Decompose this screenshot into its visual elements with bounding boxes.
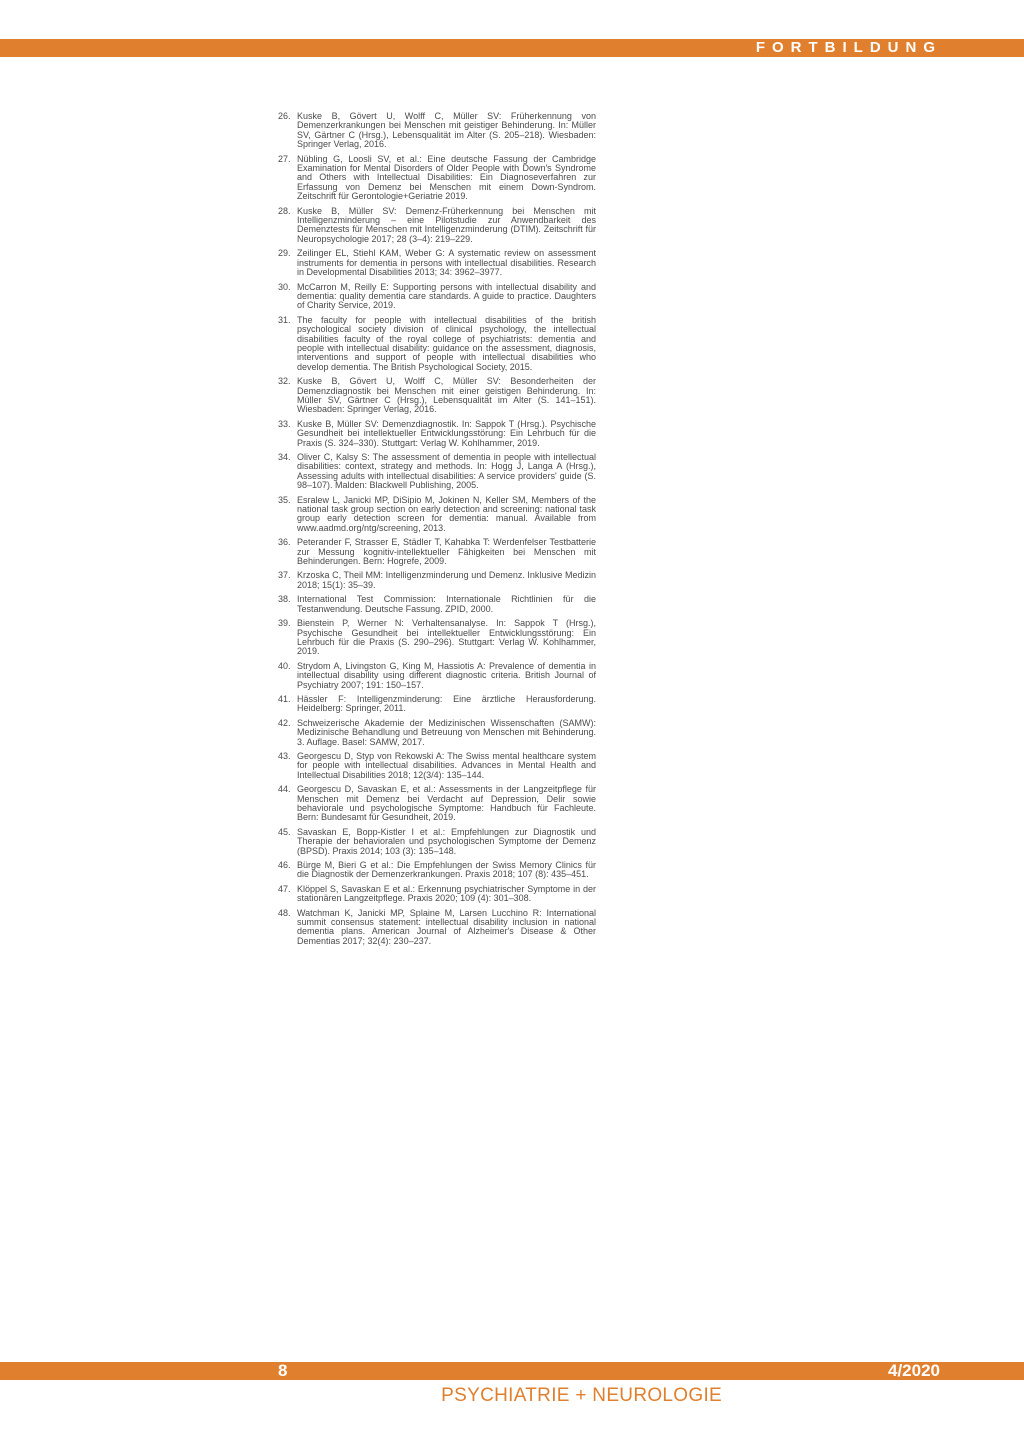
reference-text: McCarron M, Reilly E: Supporting persons with intellectual disability and dementia: quality dementia care standards. A guide to practice. Daughters of Charity Service, 2019. xyxy=(297,281,596,311)
reference-number: 27. xyxy=(278,153,291,164)
reference-number: 44. xyxy=(278,784,291,795)
reference-number: 47. xyxy=(278,883,291,894)
reference-number: 48. xyxy=(278,907,291,918)
reference-item xyxy=(278,695,596,714)
reference-text: Strydom A, Livingston G, King M, Hassiotis A: Prevalence of dementia in intellectual disability using different diagnostic criteria. British Journal of Psychiatry 2007; 191: 150–157. xyxy=(297,660,596,690)
reference-number: 39. xyxy=(278,618,291,629)
reference-item xyxy=(278,538,596,566)
reference-text: Watchman K, Janicki MP, Splaine M, Larsen Lucchino R: International summit consensus statement: intellectual disability inclusion in national dementia plans. American Journal of Alzheimer's Disease & Other Dementias 2017; 32(4): 230–237. xyxy=(297,907,596,946)
reference-number: 28. xyxy=(278,205,291,216)
reference-text: Hässler F: Intelligenzminderung: Eine ärztliche Herausforderung. Heidelberg: Springer, 2011. xyxy=(297,693,596,714)
section-label: FORTBILDUNG xyxy=(755,39,942,56)
reference-text: The faculty for people with intellectual disabilities of the british psychological society division of clinical psychology, the intellectual disabilities faculty of the royal college of psychiatrists: dementia and people with intellectual disability: guidance on the assessment, diagnosis, interventions and support of people with intellectual disabilities who develop dementia. The British Psychological Society, 2015. xyxy=(297,314,596,372)
reference-text: Esralew L, Janicki MP, DiSipio M, Jokinen N, Keller SM, Members of the national task group section on early detection and screening: national task group early detection screen for dementia: manual. Available from www.aadmd.org/ntg/screening, 2013. xyxy=(297,494,596,533)
reference-number: 38. xyxy=(278,594,291,605)
page-number: 8 xyxy=(278,1361,288,1380)
reference-number: 34. xyxy=(278,452,291,462)
footer-band xyxy=(0,1362,1024,1380)
reference-number: 32. xyxy=(278,376,291,387)
reference-text: Nübling G, Loosli SV, et al.: Eine deutsche Fassung der Cambridge Examination for Mental Disorders of Older People with Down's Syndrome and Others with Intellectual Disabilities: Ein Diagnoseverfahren zur Erfassung von Demenz bei Menschen mit einem Down-Syndrom. Zeitschrift für Gerontologie+Geriatrie 2019. xyxy=(297,153,596,202)
reference-text: Zeilinger EL, Stiehl KAM, Weber G: A systematic review on assessment instruments for dementia in persons with intellectual disabilities. Research in Developmental Disabilities 2013; 34: 3962–3977. xyxy=(297,248,596,278)
reference-text: Kuske B, Gövert U, Wolff C, Müller SV: Früherkennung von Demenzerkrankungen bei Menschen mit geistiger Behinderung. In: Müller SV, Gärtner C (Hrsg.), Lebensqualität im Alter (S. 205–218). Wiesbaden: Springer Verlag, 2016. xyxy=(297,111,596,150)
reference-text: Krzoska C, Theil MM: Intelligenzminderung und Demenz. Inklusive Medizin 2018; 15(1): 35–39. xyxy=(297,570,596,590)
reference-item xyxy=(278,571,596,590)
reference-number: 42. xyxy=(278,717,291,728)
reference-item xyxy=(278,909,596,947)
reference-number: 46. xyxy=(278,860,291,871)
reference-item xyxy=(278,662,596,690)
reference-text: Kuske B, Müller SV: Demenz-Früherkennung bei Menschen mit Intelligenzminderung – eine Pilotstudie zur Anwendbarkeit des Demenztests für Menschen mit Intelligenzminderung (DTIM). Zeitschrift für Neuropsychologie 2017; 28 (3–4): 219–229. xyxy=(297,205,596,244)
reference-text: Klöppel S, Savaskan E et al.: Erkennung psychiatrischer Symptome in der stationären Langzeitpflege. Praxis 2020; 109 (4): 301–308. xyxy=(297,883,596,904)
reference-item xyxy=(278,719,596,747)
reference-item xyxy=(278,861,596,880)
reference-text: Savaskan E, Bopp-Kistler I et al.: Empfehlungen zur Diagnostik und Therapie der behavioralen und psychologischen Symptome der Demenz (BPSD). Praxis 2014; 103 (3): 135–148. xyxy=(297,826,596,856)
reference-item xyxy=(278,155,596,202)
reference-number: 31. xyxy=(278,314,291,325)
reference-item xyxy=(278,207,596,245)
issue-number: 4/2020 xyxy=(888,1361,940,1380)
reference-text: Georgescu D, Styp von Rekowski A: The Swiss mental healthcare system for people with intellectual disabilities. Advances in Mental Health and Intellectual Disabilities 2018; 12(3/4): 135–144. xyxy=(297,750,596,780)
journal-title: PSYCHIATRIE + NEUROLOGIE xyxy=(441,1385,722,1406)
reference-item xyxy=(278,283,596,311)
reference-number: 29. xyxy=(278,248,291,259)
reference-item xyxy=(278,885,596,904)
reference-text: Schweizerische Akademie der Medizinischen Wissenschaften (SAMW): Medizinische Behandlung und Betreuung von Menschen mit Behinderung. 3. Auflage. Basel: SAMW, 2017. xyxy=(297,717,596,747)
reference-text: Bürge M, Bieri G et al.: Die Empfehlungen der Swiss Memory Clinics für die Diagnostik der Demenzerkrankungen. Praxis 2018; 107 (8): 435–451. xyxy=(297,860,596,880)
reference-number: 45. xyxy=(278,826,291,837)
reference-number: 40. xyxy=(278,660,291,671)
reference-number: 43. xyxy=(278,750,291,761)
reference-number: 35. xyxy=(278,494,291,505)
reference-number: 41. xyxy=(278,693,291,704)
reference-item xyxy=(278,453,596,491)
reference-text: Peterander F, Strasser E, Städler T, Kahabka T: Werdenfelser Testbatterie zur Messung kognitiv-intellektueller Fähigkeiten bei Menschen mit Behinderungen. Bern: Hogrefe, 2009. xyxy=(297,537,596,567)
reference-text: Kuske B, Gövert U, Wolff C, Müller SV: Besonderheiten der Demenzdiagnostik bei Menschen mit einer geistigen Behinderung. In: Müller SV, Gärtner C (Hrsg.), Lebensqualität im Alter (S. 141–151). Wiesbaden: Springer Verlag, 2016. xyxy=(297,376,596,415)
reference-number: 37. xyxy=(278,570,291,581)
reference-number: 30. xyxy=(278,281,291,292)
reference-item xyxy=(278,112,596,150)
reference-number: 33. xyxy=(278,418,291,429)
reference-item xyxy=(278,496,596,534)
reference-item xyxy=(278,249,596,277)
reference-number: 26. xyxy=(278,111,291,121)
reference-text: Bienstein P, Werner N: Verhaltensanalyse. In: Sappok T (Hrsg.), Psychische Gesundheit bei intellektueller Entwicklungsstörung: Ein Lehrbuch für die Praxis (S. 290–296). Stuttgart: Verlag W. Kohlhammer, 2019. xyxy=(297,618,596,657)
reference-text: Kuske B, Müller SV: Demenzdiagnostik. In: Sappok T (Hrsg.). Psychische Gesundheit bei intellektueller Entwicklungsstörung: Ein Lehrbuch für die Praxis (S. 324–330). Stuttgart: Verlag W. Kohlhammer, 2019. xyxy=(297,418,596,448)
reference-item xyxy=(278,619,596,657)
reference-item xyxy=(278,316,596,372)
reference-item xyxy=(278,377,596,415)
reference-text: Georgescu D, Savaskan E, et al.: Assessments in der Langzeitpflege für Menschen mit Demenz bei Verdacht auf Depression, Delir sowie behaviorale und psychologische Symptome: Handbuch für Fachleute. Bern: Bundesamt für Gesundheit, 2019. xyxy=(297,784,596,823)
reference-number: 36. xyxy=(278,537,291,548)
reference-text: Oliver C, Kalsy S: The assessment of dementia in people with intellectual disabilities: context, strategy and methods. In: Hogg J, Langa A (Hrsg.), Assessing adults with intellectual disabilities: A service providers' guide (S. 98–107). Malden: Blackwell Publishing, 2005. xyxy=(297,452,596,491)
reference-item xyxy=(278,785,596,823)
reference-item xyxy=(278,828,596,856)
reference-item xyxy=(278,420,596,448)
reference-item xyxy=(278,595,596,614)
reference-list xyxy=(278,112,596,951)
reference-item xyxy=(278,752,596,780)
reference-text: International Test Commission: Internationale Richtlinien für die Testanwendung. Deutsche Fassung. ZPID, 2000. xyxy=(297,594,596,614)
